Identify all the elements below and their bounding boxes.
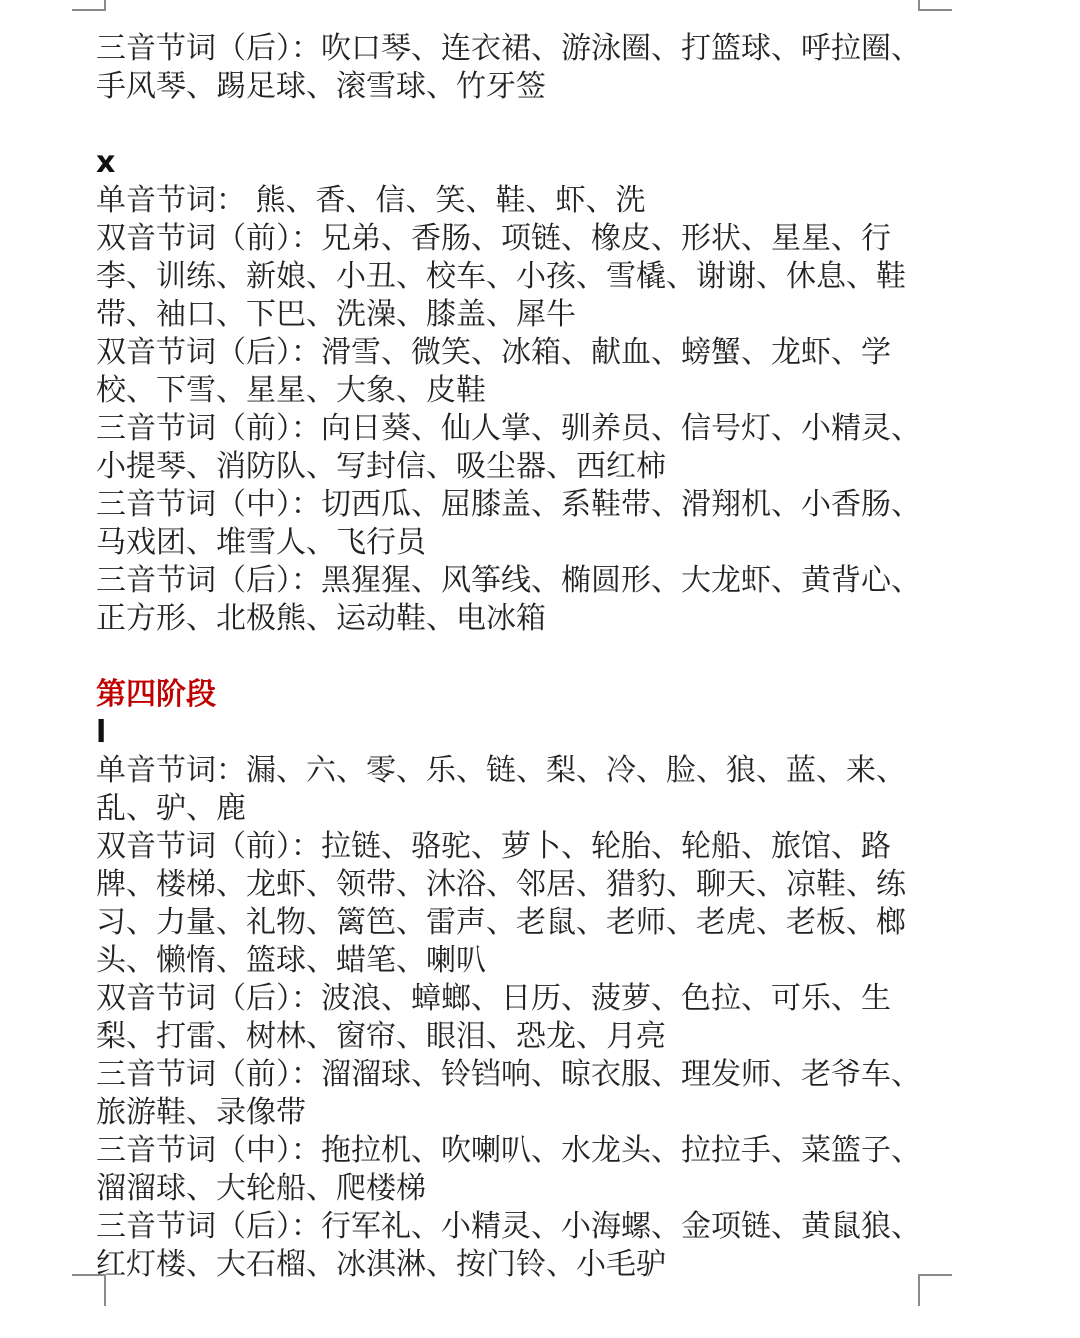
text-line: 手风琴、踢足球、滚雪球、竹牙签 xyxy=(96,69,546,104)
text-line: 溜溜球、大轮船、爬楼梯 xyxy=(96,1171,426,1206)
section-letter-l: l xyxy=(96,715,107,750)
text-line: 梨、打雷、树林、窗帘、眼泪、恐龙、月亮 xyxy=(96,1019,666,1054)
blank-line xyxy=(96,106,976,144)
text-line: 李、训练、新娘、小丑、校车、小孩、雪橇、谢谢、休息、鞋 xyxy=(96,259,906,294)
text-line: 校、下雪、星星、大象、皮鞋 xyxy=(96,373,486,408)
section-letter-x: x xyxy=(96,145,116,180)
text-line: 旅游鞋、录像带 xyxy=(96,1095,306,1130)
text-line: 头、懒惰、篮球、蜡笔、喇叭 xyxy=(96,943,486,978)
document-body xyxy=(96,30,976,1284)
text-line: 三音节词（前）：向日葵、仙人掌、驯养员、信号灯、小精灵、 xyxy=(96,411,921,446)
text-line: 小提琴、消防队、写封信、吸尘器、西红柿 xyxy=(96,449,666,484)
text-line: 乱、驴、鹿 xyxy=(96,791,246,826)
text-line: 三音节词（中）：切西瓜、屈膝盖、系鞋带、滑翔机、小香肠、 xyxy=(96,487,921,522)
text-line: 正方形、北极熊、运动鞋、电冰箱 xyxy=(96,601,546,636)
crop-mark-top-right-h xyxy=(918,9,952,11)
text-line: 三音节词（后）：行军礼、小精灵、小海螺、金项链、黄鼠狼、 xyxy=(96,1209,921,1244)
blank-line xyxy=(96,638,976,676)
text-line: 带、袖口、下巴、洗澡、膝盖、犀牛 xyxy=(96,297,576,332)
text-line: 红灯楼、大石榴、冰淇淋、按门铃、小毛驴 xyxy=(96,1247,666,1282)
text-line: 双音节词（后）：波浪、蟑螂、日历、菠萝、色拉、可乐、生 xyxy=(96,981,891,1016)
stage-heading: 第四阶段 xyxy=(96,677,216,712)
text-line: 三音节词（中）：拖拉机、吹喇叭、水龙头、拉拉手、菜篮子、 xyxy=(96,1133,921,1168)
text-line: 单音节词： 熊、香、信、笑、鞋、虾、洗 xyxy=(96,183,646,218)
text-line: 马戏团、堆雪人、飞行员 xyxy=(96,525,426,560)
text-line: 单音节词：漏、六、零、乐、链、梨、冷、脸、狼、蓝、来、 xyxy=(96,753,906,788)
crop-mark-top-left-h xyxy=(72,9,106,11)
text-line: 双音节词（前）：兄弟、香肠、项链、橡皮、形状、星星、行 xyxy=(96,221,891,256)
text-line: 三音节词（后）：吹口琴、连衣裙、游泳圈、打篮球、呼拉圈、 xyxy=(96,31,921,66)
text-line: 双音节词（前）：拉链、骆驼、萝卜、轮胎、轮船、旅馆、路 xyxy=(96,829,891,864)
text-line: 牌、楼梯、龙虾、领带、沐浴、邻居、猎豹、聊天、凉鞋、练 xyxy=(96,867,906,902)
text-line: 三音节词（后）：黑猩猩、风筝线、椭圆形、大龙虾、黄背心、 xyxy=(96,563,921,598)
text-line: 三音节词（前）：溜溜球、铃铛响、晾衣服、理发师、老爷车、 xyxy=(96,1057,921,1092)
text-line: 双音节词（后）：滑雪、微笑、冰箱、献血、螃蟹、龙虾、学 xyxy=(96,335,891,370)
text-line: 习、力量、礼物、篱笆、雷声、老鼠、老师、老虎、老板、榔 xyxy=(96,905,906,940)
